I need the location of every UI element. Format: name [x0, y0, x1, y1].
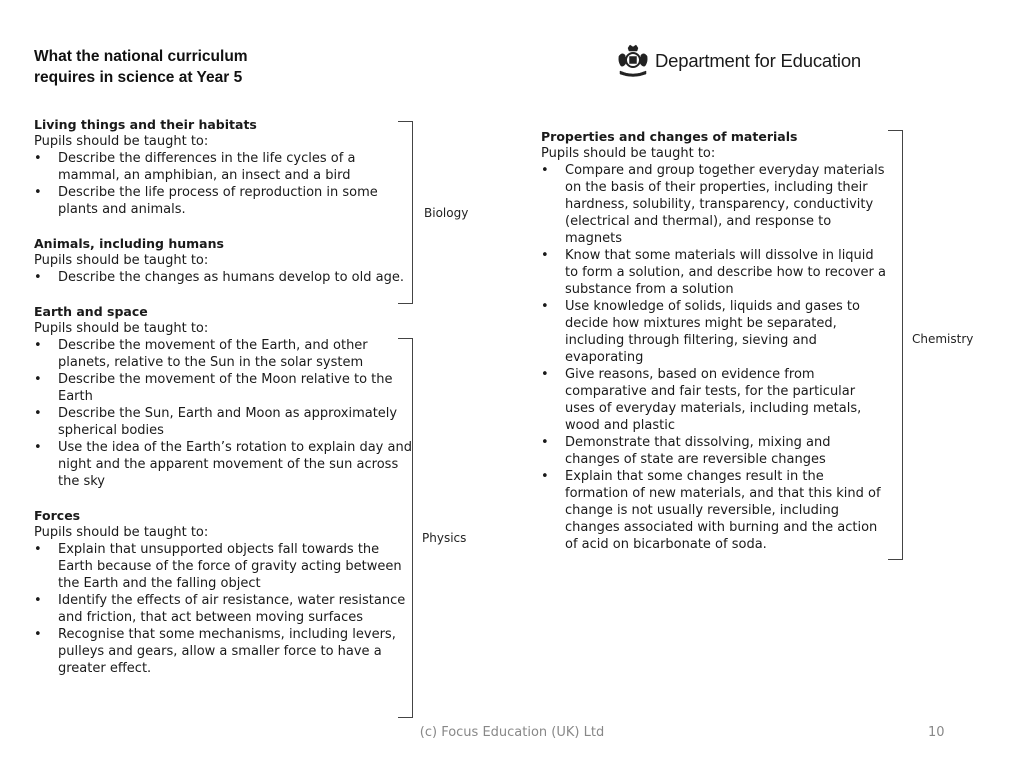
bullet-item: • Describe the Sun, Earth and Moon as approximately spherical bodies: [34, 405, 414, 439]
dfe-logo: [615, 44, 861, 78]
bullet-item: • Describe the movement of the Earth, and other planets, relative to the Sun in the solar system: [34, 337, 414, 371]
bullet-list: [541, 162, 886, 553]
section-intro: Pupils should be taught to:: [34, 134, 209, 149]
section-intro: Pupils should be taught to:: [541, 146, 716, 161]
bullet-item: • Give reasons, based on evidence from comparative and fair tests, for the particular uses of everyday materials, including metals, wood and plastic: [541, 366, 886, 434]
page-number: 10: [928, 725, 945, 740]
bullet-list: [34, 541, 414, 677]
footer-copyright: (c) Focus Education (UK) Ltd: [419, 725, 605, 740]
section-title: Living things and their habitats: [34, 117, 257, 132]
curriculum-section: [34, 116, 414, 218]
chemistry-label: Chemistry: [912, 332, 974, 346]
bullet-item: • Describe the movement of the Moon relative to the Earth: [34, 371, 414, 405]
bullet-item: • Explain that some changes result in the formation of new materials, and that this kind of change is not usually reversible, including changes associated with burning and the action of acid on bicarbonate of soda.: [541, 468, 886, 553]
biology-bracket: [398, 121, 413, 304]
section-title: Properties and changes of materials: [541, 129, 798, 144]
left-column: [34, 116, 414, 694]
bullet-list: [34, 337, 414, 490]
right-column: [541, 128, 886, 570]
page-title-line-2: requires in science at Year 5: [34, 69, 243, 86]
section-title: Animals, including humans: [34, 236, 224, 251]
bullet-item: • Demonstrate that dissolving, mixing and changes of state are reversible changes: [541, 434, 886, 468]
bullet-item: • Recognise that some mechanisms, including levers, pulleys and gears, allow a smaller force to have a greater effect.: [34, 626, 414, 677]
bullet-list: [34, 150, 414, 218]
section-intro: Pupils should be taught to:: [34, 525, 209, 540]
royal-crest-icon: [615, 44, 651, 78]
section-intro: Pupils should be taught to:: [34, 253, 209, 268]
bullet-item: • Compare and group together everyday materials on the basis of their properties, including their hardness, solubility, transparency, conductivity (electrical and thermal), and response to magnets: [541, 162, 886, 247]
bullet-item: • Describe the differences in the life cycles of a mammal, an amphibian, an insect and a bird: [34, 150, 414, 184]
section-title: Forces: [34, 508, 81, 523]
logo-text: Department for Education: [655, 50, 862, 71]
page-title-line-1: What the national curriculum: [34, 48, 248, 65]
curriculum-section: [541, 128, 886, 553]
curriculum-section: [34, 235, 414, 286]
bullet-item: • Use the idea of the Earth’s rotation to explain day and night and the apparent movement of the sun across the sky: [34, 439, 414, 490]
physics-bracket: [398, 338, 413, 718]
chemistry-bracket: [888, 130, 903, 560]
physics-label: Physics: [422, 531, 467, 545]
bullet-item: • Describe the life process of reproduction in some plants and animals.: [34, 184, 414, 218]
bullet-list: [34, 269, 414, 286]
bullet-item: • Explain that unsupported objects fall towards the Earth because of the force of gravity acting between the Earth and the falling object: [34, 541, 414, 592]
bullet-item: • Identify the effects of air resistance, water resistance and friction, that act between moving surfaces: [34, 592, 414, 626]
bullet-item: • Describe the changes as humans develop to old age.: [34, 269, 414, 286]
bullet-item: • Use knowledge of solids, liquids and gases to decide how mixtures might be separated, including through filtering, sieving and evaporating: [541, 298, 886, 366]
page-title: [34, 46, 314, 88]
section-intro: Pupils should be taught to:: [34, 321, 209, 336]
curriculum-section: [34, 303, 414, 490]
bullet-item: • Know that some materials will dissolve in liquid to form a solution, and describe how to recover a substance from a solution: [541, 247, 886, 298]
curriculum-section: [34, 507, 414, 677]
section-title: Earth and space: [34, 304, 148, 319]
biology-label: Biology: [424, 206, 469, 220]
